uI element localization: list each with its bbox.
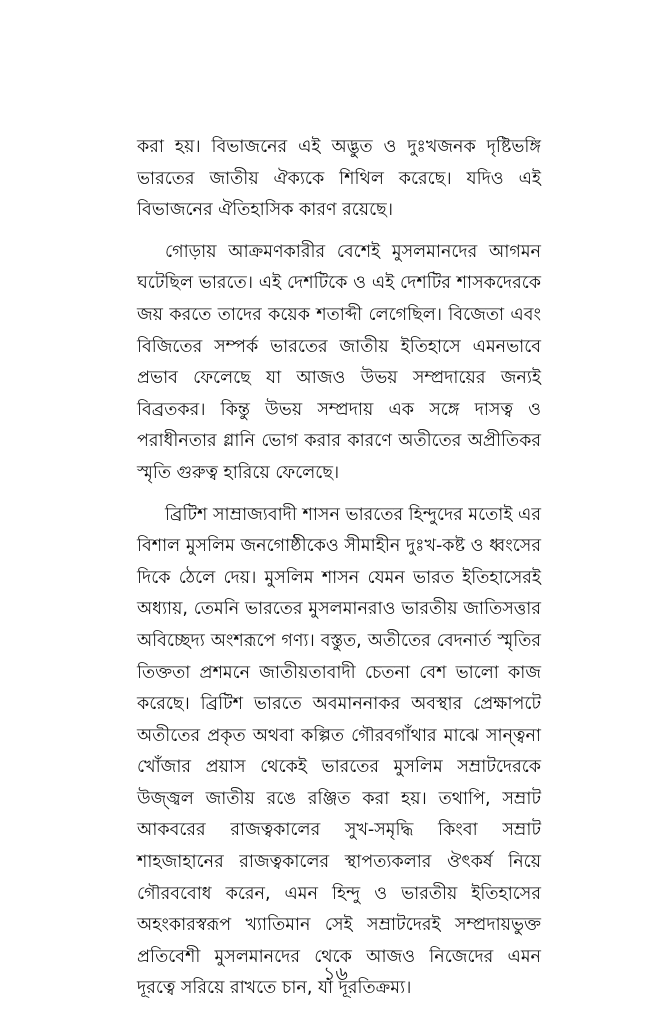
body-text: [137, 132, 541, 1005]
paragraph-british-rule: ব্রিটিশ সাম্রাজ্যবাদী শাসন ভারতের হিন্দুদের মতোই এর বিশাল মুসলিম জনগোষ্ঠীকেও সীমাহীন দুঃখ-কষ্ট ও ধ্বংসের দিকে ঠেলে দেয়। মুসলিম শাসন যেমন ভারত ইতিহাসেরই অধ্যায়, তেমনি ভারতের মুসলমানরাও ভারতীয় জাতিসত্তার অবিচ্ছেদ্য অংশরূপে গণ্য। বস্তুত, অতীতের বেদনার্ত স্মৃতির তিক্ততা প্রশমনে জাতীয়তাবাদী চেতনা বেশ ভালো কাজ করেছে। ব্রিটিশ ভারতে অবমাননাকর অবস্থার প্রেক্ষাপটে অতীতের প্রকৃত অথবা কল্পিত গৌরবগাঁথার মাঝে সান্ত্বনা খোঁজার প্রয়াস থেকেই ভারতের মুসলিম সম্রাটদেরকে উজ্জ্বল জাতীয় রঙে রঞ্জিত করা হয়। তথাপি, সম্রাট আকবরের রাজত্বকালের সুখ-সমৃদ্ধি কিংবা সম্রাট শাহজাহানের রাজত্বকালের স্থাপত্যকলার ঔৎকর্ষ নিয়ে গৌরববোধ করেন, এমন হিন্দু ও ভারতীয় ইতিহাসের অহংকারস্বরূপ খ্যাতিমান সেই সম্রাটদেরই সম্প্রদায়ভুক্ত প্রতিবেশী মুসলমানদের থেকে আজও নিজেদের এমন দূরত্বে সরিয়ে রাখতে চান, যা দূরতিক্রম্য।: [137, 504, 541, 999]
paragraph-continuation: করা হয়। বিভাজনের এই অদ্ভুত ও দুঃখজনক দৃষ্টিভঙ্গি ভারতের জাতীয় ঐক্যকে শিথিল করেছে। যদিও এই বিভাজনের ঐতিহাসিক কারণ রয়েছে।: [137, 137, 541, 221]
paragraph-invasion-history: গোড়ায় আক্রমণকারীর বেশেই মুসলমানদের আগমন ঘটেছিল ভারতে। এই দেশটিকে ও এই দেশটির শাসকদেরকে জয় করতে তাদের কয়েক শতাব্দী লেগেছিল। বিজেতা এবং বিজিতের সম্পর্ক ভারতের জাতীয় ইতিহাসে এমনভাবে প্রভাব ফেলেছে যা আজও উভয় সম্প্রদায়ের জন্যই বিব্রতকর। কিন্তু উভয় সম্প্রদায় এক সঙ্গে দাসত্ব ও পরাধীনতার গ্লানি ভোগ করার কারণে অতীতের অপ্রীতিকর স্মৃতি গুরুত্ব হারিয়ে ফেলেছে।: [137, 241, 541, 483]
page-number: ১৬: [323, 963, 348, 985]
